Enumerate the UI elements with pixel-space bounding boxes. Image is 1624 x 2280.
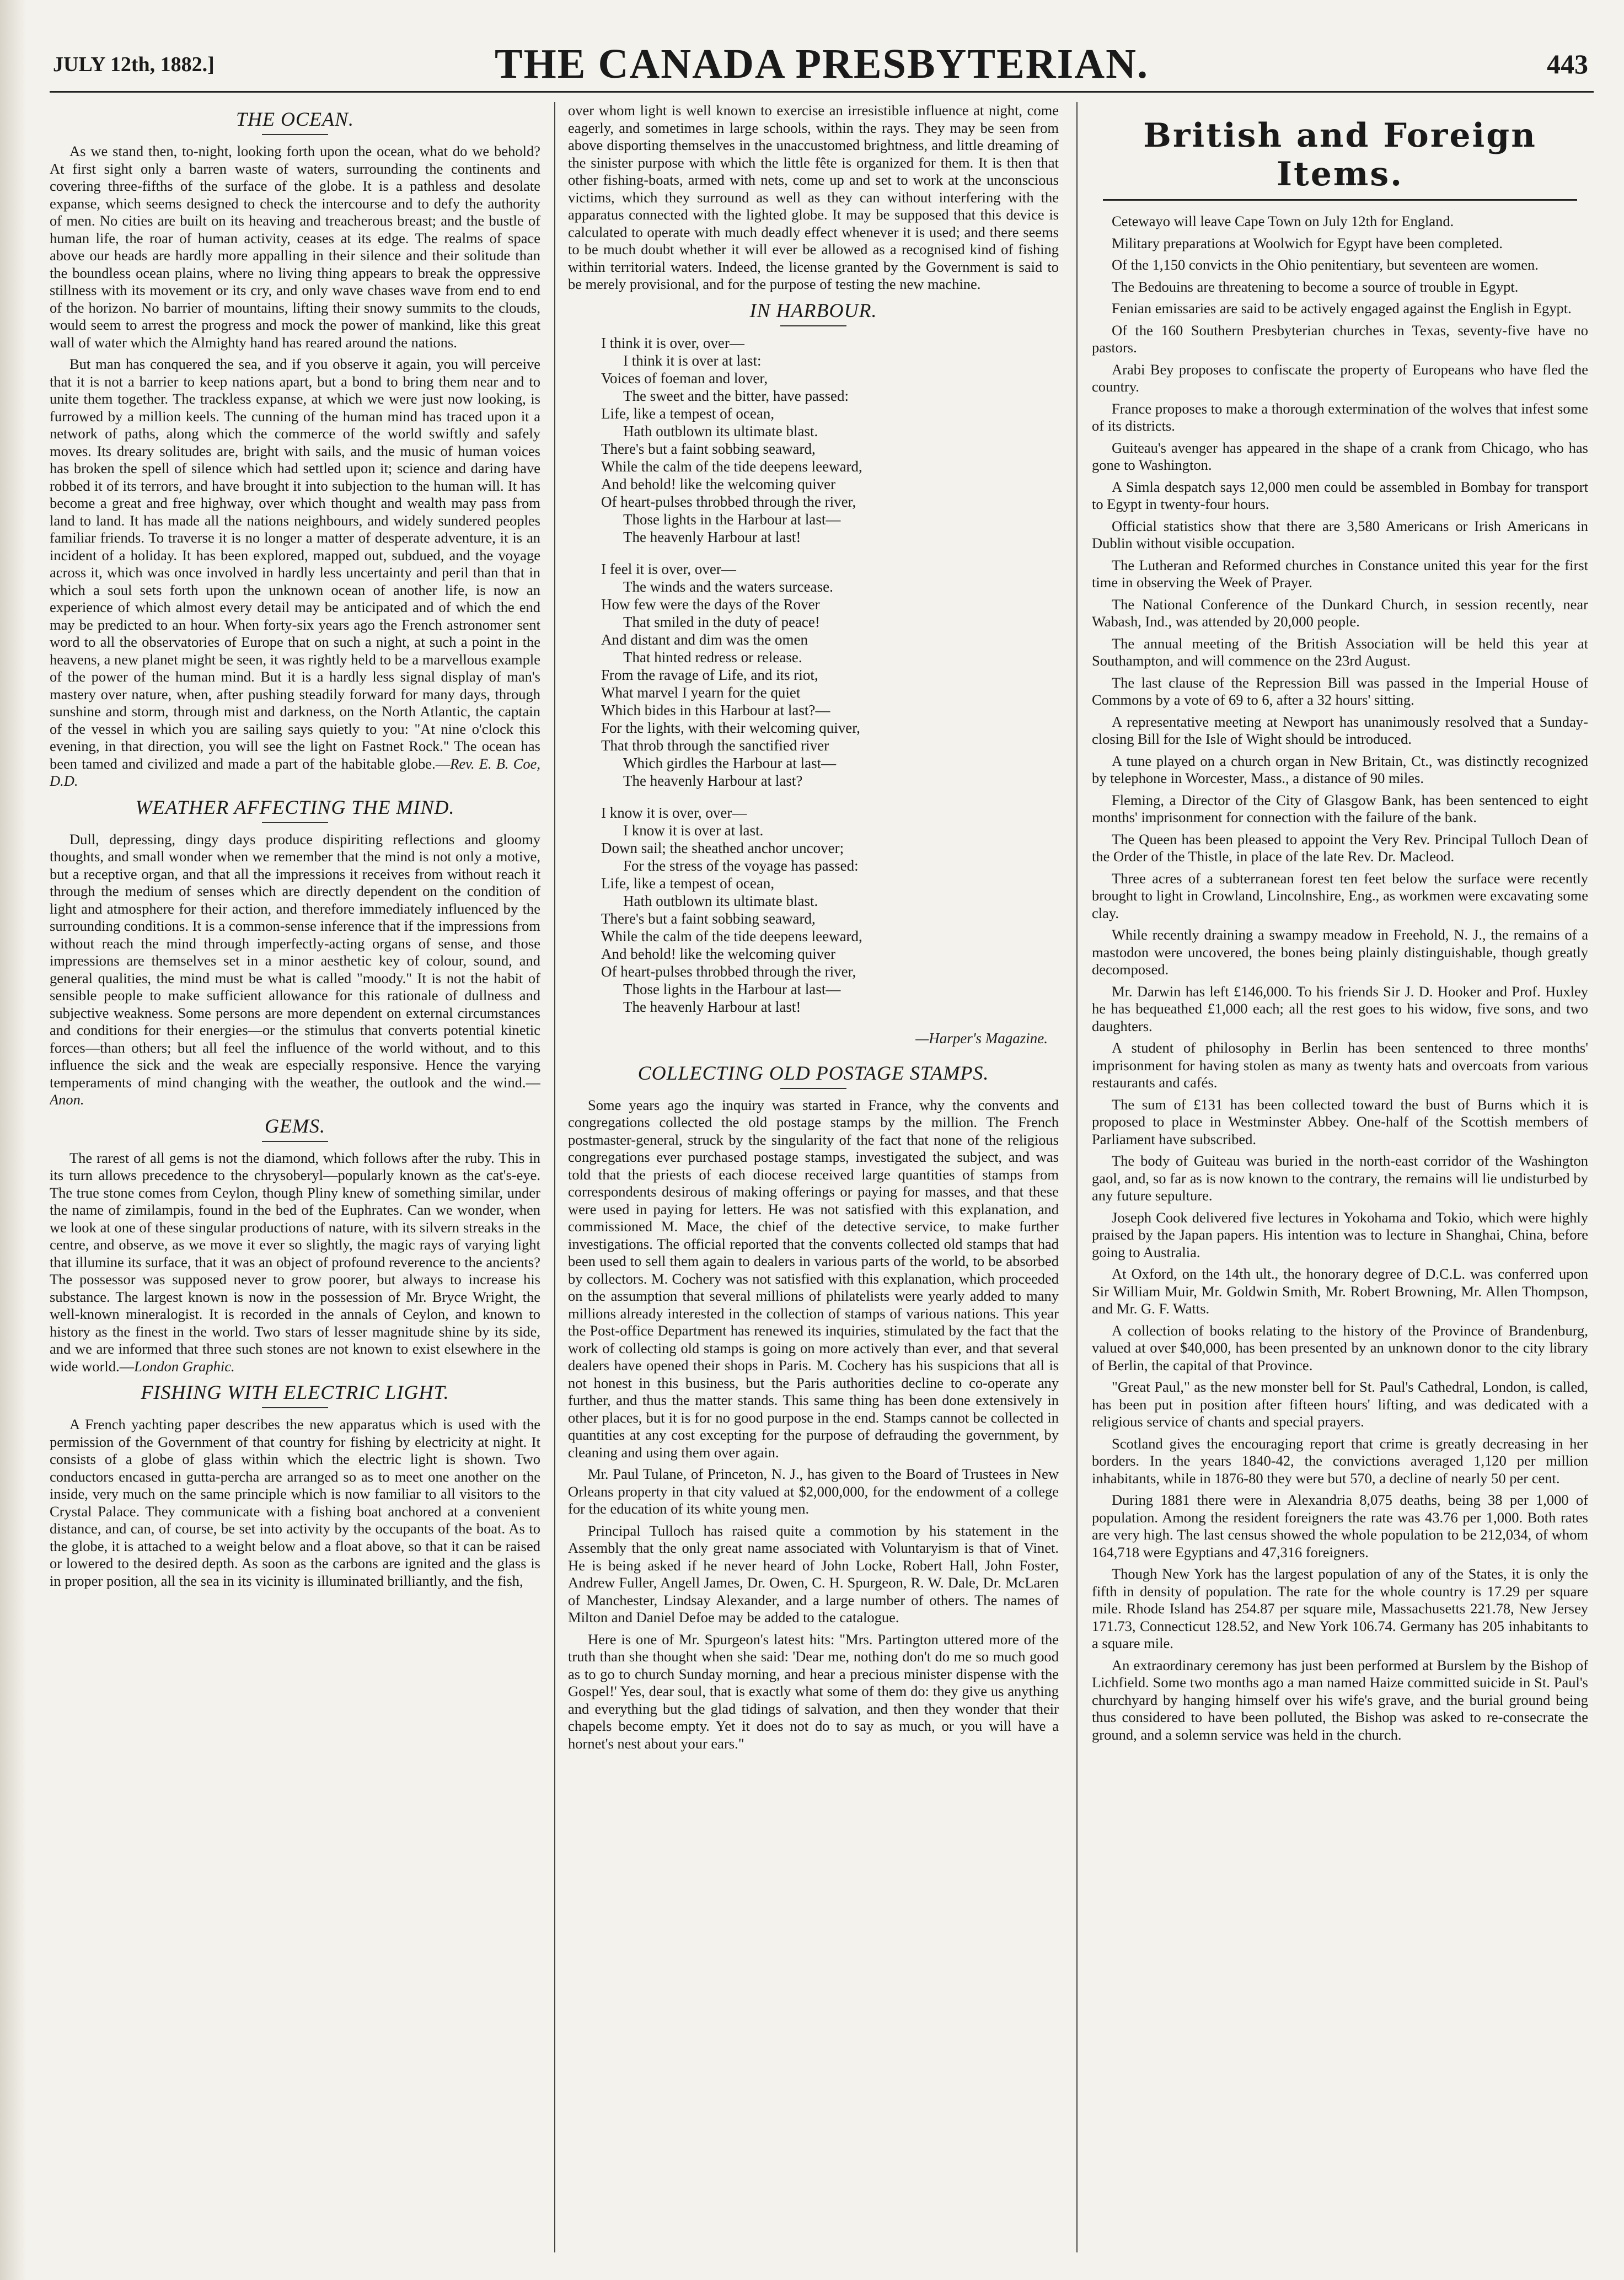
poem-line: The winds and the waters surcease. (623, 578, 833, 595)
poem-line: The heavenly Harbour at last? (623, 772, 803, 789)
ocean-paragraph-2-text: But man has conquered the sea, and if you observe it again, you will perceive that it is not a barrier to keep nations apart, but a bond to bring them near and to unite them together. The trackless expanse, at which we were just now looking, is furrowed by a million keels. The cunning of the human mind has traced upon it a network of paths, along which the commerce of the world swiftly and safely moves. Its dreary solitudes are, bright with sails, and the music of human voices has broken the spell of silence which had settled upon it; science and daring have robbed it of its terrors, and have brought it into subjection to the human will. It has become a great and free highway, over which thought and wealth may pass from land to land. It has made all the nations neighbours, and widely sundered peoples familiar friends. To traverse it is no longer a matter of desperate adventure, it is an incident of a holiday. It has been explored, mapped out, subdued, and the voyage across it, which was once involved in hardly less uncertainty and peril than that in which a soul sets forth upon the unknown ocean of another life, is now an experience of which almost every detail may be anticipated and of which the end may be predicted to an hour. When forty-six years ago the French astronomer sent word to all the observatories of Europe that on such a night, at such a point in the heavens, a new planet might be seen, it was rightly held to be a marvellous example of the power of the human mind. But it is a hardly less signal display of man's mastery over nature, when, after pushing steadily forward for many days, through sunshine and storm, through mist and darkness, on the North Atlantic, the captain of the vessel in which you are sailing says quietly to you: "At nine o'clock this evening, in that direction, you will see the light on Fastnet Rock." The ocean has been tamed and civilized and made a part of the habitable globe. (50, 356, 540, 772)
weather-paragraph: Dull, depressing, dingy days produce dispiriting reflections and gloomy thoughts, and small wonder when we remember that the mind is not only a motive, but a receptive organ, and that all the impressions it receives from without reach it through the medium of senses which are directly dependent on the condition of light and atmosphere for their action, and therefore immediately influenced by the surrounding conditions. It is a common-sense inference that if the impressions from without reach the mind through imperfectly-acting organs of sense, and those impressions are themselves set in a minor aesthetic key of colour, sound, and general qualities, the mind must be what is called "moody." It is not the habit of sensible people to make sufficient allowance for this rationale of dullness and subjective weakness. Some persons are more dependent on external circumstances and conditions for their energies—or the stimulus that converts potential kinetic forces—than others; but all feel the influence of the world without, and to this influence the sick and the weak are especially responsive. Hence the varying temperaments of mind changing with the weather, the outlook and the wind.—Anon. (50, 830, 540, 1108)
issue-date: JULY 12th, 1882.] (53, 53, 215, 76)
news-item: Scotland gives the encouraging report that crime is greatly decreasing in her borders. In the years 1840-42, the convictions averaged 1,120 per million inhabitants, while in 1876-80 they were but 570, a decline of nearly 50 per cent. (1092, 1435, 1588, 1487)
news-item: Official statistics show that there are 3,580 Americans or Irish Americans in Dublin without visible occupation. (1092, 517, 1588, 551)
gems-byline: London Graphic. (134, 1358, 235, 1375)
poem-line: I feel it is over, over— (601, 560, 736, 577)
title-rule (262, 822, 328, 823)
article-title-gems: GEMS. (265, 1114, 325, 1137)
news-item: France proposes to make a thorough extermination of the wolves that infest some of its districts. (1092, 400, 1588, 434)
poem-line: From the ravage of Life, and its riot, (601, 666, 818, 683)
column-divider (1076, 102, 1078, 2252)
poem-line: Those lights in the Harbour at last— (623, 980, 841, 997)
article-title-ocean: THE OCEAN. (235, 108, 354, 130)
spurgeon-paragraph: Here is one of Mr. Spurgeon's latest hits: "Mrs. Partington uttered more of the truth than she thought when she said: 'Dear me, nothing don't do me so much good as to go to church Sunday morning, and hear a precious minister dispense with the Gospel!' Yes, dear soul, that is exactly what some of them do: they give us anything and everything but the glad tidings of salvation, and then they wonder that their chapels become empty. Yet it does not do to say as much, or you will have a hornet's nest about your ears." (568, 1630, 1059, 1752)
poem-line: There's but a faint sobbing seaward, (601, 440, 816, 457)
weather-byline: Anon. (50, 1091, 84, 1108)
poem-line: While the calm of the tide deepens leeward, (601, 927, 862, 945)
poem-line: Those lights in the Harbour at last— (623, 511, 841, 528)
poem-line: For the lights, with their welcoming quiver, (601, 719, 860, 736)
article-title-fishing: FISHING WITH ELECTRIC LIGHT. (141, 1381, 449, 1403)
news-item: Guiteau's avenger has appeared in the shape of a crank from Chicago, who has gone to Washington. (1092, 439, 1588, 473)
news-item: The Queen has been pleased to appoint the Very Rev. Principal Tulloch Dean of the Order of the Thistle, in place of the late Rev. Dr. Macleod. (1092, 830, 1588, 865)
poem-line: The heavenly Harbour at last! (623, 528, 801, 545)
news-item: Of the 1,150 convicts in the Ohio penitentiary, but seventeen are women. (1112, 256, 1539, 273)
poem-line: I think it is over, over— (601, 334, 744, 351)
ocean-paragraph-1: As we stand then, to-night, looking forth upon the ocean, what do we behold? At first sight only a barren waste of waters, surrounding the continents and covering three-fifths of the surface of the globe. It is a pathless and desolate expanse, which seems designed to check the intercourse and to defy the authority of men. No cities are built on its heaving and treacherous breast; and the bustle of human life, the roar of human activity, ceases at its edge. The realms of space above our heads are hardly more appalling in their silence and their solitude than the boundless ocean plains, where no living thing appears to break the oppressive stillness with its movement or its cry, and only wave chases wave from end to end of the horizon. No barrier of mountains, lifting their snowy summits to the clouds, would seem to arrest the progress and mock the power of mankind, like this great wall of water which the Almighty hand has reared around the nations. (50, 143, 540, 351)
news-item: "Great Paul," as the new monster bell for St. Paul's Cathedral, London, is called, has been put in position after fifteen hours' lifting, and was dedicated with a religious service of chants and special prayers. (1092, 1378, 1588, 1430)
news-item: Joseph Cook delivered five lectures in Yokohama and Tokio, which were highly praised by the Japan papers. His intention was to lecture in Shanghai, China, before going to Australia. (1092, 1209, 1588, 1260)
poem-line: Which bides in this Harbour at last?— (601, 701, 830, 718)
news-item: A Simla despatch says 12,000 men could be assembled in Bombay for transport to Egypt in twenty-four hours. (1092, 478, 1588, 512)
column-3 (1092, 102, 1588, 2263)
poem-line: And behold! like the welcoming quiver (601, 475, 836, 492)
article-title-weather: WEATHER AFFECTING THE MIND. (135, 796, 455, 818)
poem-line: Down sail; the sheathed anchor uncover; (601, 839, 844, 856)
article-title-harbour: IN HARBOUR. (749, 299, 877, 321)
poem-line: Life, like a tempest of ocean, (601, 875, 775, 892)
poem-stanza-1 (601, 334, 1059, 546)
news-item: Cetewayo will leave Cape Town on July 12th for England. (1112, 213, 1454, 229)
title-rule (780, 1088, 846, 1089)
poem-line: Hath outblown its ultimate blast. (623, 892, 818, 909)
news-item: The last clause of the Repression Bill was passed in the Imperial House of Commons by a vote of 69 to 6, after a 32 hours' sitting. (1092, 674, 1588, 708)
title-rule (262, 1407, 328, 1408)
poem-source: —Harper's Magazine. (915, 1029, 1048, 1047)
news-item: The annual meeting of the British Association will be held this year at Southampton, and will commence on the 23rd August. (1092, 635, 1588, 669)
title-rule (262, 134, 328, 135)
poem-line: While the calm of the tide deepens leeward, (601, 458, 862, 475)
poem-stanza-2 (601, 560, 1059, 790)
poem-line: There's but a faint sobbing seaward, (601, 910, 816, 927)
news-item: Mr. Darwin has left £146,000. To his friends Sir J. D. Hooker and Prof. Huxley he has bequeathed £1,000 each; all the rest goes to his widow, five sons, and two daughters. (1092, 983, 1588, 1034)
poem-line: Of heart-pulses throbbed through the river, (601, 963, 856, 980)
title-rule (780, 325, 846, 326)
news-item: Though New York has the largest population of any of the States, it is only the fifth in density of population. The rate for the whole country is 17.29 per square mile. Rhode Island has 254.87 per square mile, Massachusetts 221.78, New Jersey 171.73, Connecticut 128.52, and New York 106.74. Germany has 205 inhabitants to a square mile. (1092, 1565, 1588, 1651)
poem-line: I know it is over, over— (601, 804, 747, 821)
news-item: The Lutheran and Reformed churches in Constance united this year for the first time in observing the Week of Prayer. (1092, 556, 1588, 591)
page-number: 443 (1547, 49, 1588, 79)
news-item: The National Conference of the Dunkard Church, in session recently, near Wabash, Ind., was attended by 20,000 people. (1092, 596, 1588, 630)
poem-in-harbour (601, 334, 1059, 1047)
ocean-byline: Rev. E. B. Coe, D.D. (50, 755, 540, 789)
section-heading-british-foreign-items: British and Foreign Items. (1143, 116, 1537, 194)
news-item: A collection of books relating to the history of the Province of Brandenburg, valued at over $40,000, has been presented by an unknown donor to the city library of Berlin, the capital of that Province. (1092, 1322, 1588, 1374)
weather-paragraph-text: Dull, depressing, dingy days produce dispiriting reflections and gloomy thoughts, and small wonder when we remember that the mind is not only a motive, but a receptive organ, and that all the impressions it receives from without reach it through the medium of senses which are directly dependent on the condition of light and atmosphere for their action, and therefore immediately influenced by the surrounding conditions. It is a common-sense inference that if the impressions from without reach the mind through imperfectly-acting organs of sense, and those impressions are themselves set in a minor aesthetic key of colour, sound, and general qualities, the mind must be what is called "moody." It is not the habit of sensible people to make sufficient allowance for this rationale of dullness and subjective weakness. Some persons are more dependent on external circumstances and conditions for their energies—or the stimulus that converts potential kinetic forces—than others; but all feel the influence of the world without, and to this influence the sick and the weak are especially responsive. Hence the varying temperaments of mind changing with the weather, the outlook and the wind. (50, 830, 540, 1091)
news-item: A tune played on a church organ in New Britain, Ct., was distinctly recognized by telephone in Worcester, Mass., a distance of 90 miles. (1092, 752, 1588, 786)
gems-paragraph: The rarest of all gems is not the diamond, which follows after the ruby. This in its turn allows precedence to the chrysoberyl—popularly known as the cat's-eye. The true stone comes from Ceylon, though Pliny knew of something similar, under the name of zimilampis, found in the bed of the Euphrates. Can we wonder, when we look at one of these singular productions of nature, with its silvern streaks in the centre, and observe, as we move it ever so slightly, the magic rays of varying light that illumine its surface, that it was an object of profound reverence to the ancients? The possessor was supposed never to grow poorer, but always to increase his substance. The largest known is now in the possession of Mr. Bryce Wright, the well-known mineralogist. It is recorded in the annals of Ceylon, and known to history as the finest in the world. Two stars of lesser magnitude shine by its side, and we are informed that three such stones are not known to exist elsewhere in the wide world.—London Graphic. (50, 1149, 540, 1375)
stamps-paragraph: Some years ago the inquiry was started in France, why the convents and congregations collected the old postage stamps by the million. The French postmaster-general, struck by the singularity of the fact that none of the religious congregations ever purchased postage stamps, investigated the subject, and was told that the priests of each diocese received large quantities of stamps from correspondents desirous of making offerings or paying for masses, and that these were used in paying for letters. He was not satisfied with this explanation, and commissioned M. Mace, the chief of the detective service, to make further investigations. The official reported that the convents collected old stamps that had been used to sell them again to dealers in various parts of the world, to be absorbed by collectors. M. Cochery was not satisfied with this explanation, which proceeded on the assumption that several millions of philatelists were yearly added to many millions already interested in the collection of stamps of various nations. This year the Post-office Department has renewed its inquiries, stimulated by the fact that the work of collecting old stamps is going on more actively than ever, and that several dealers have opened their shops in Paris. M. Cochery has his suspicions that all is not honest in this business, but the Paris authorities decline to co-operate any further, and thus the matter stands. This same thing has been done extensively in other places, but it is for no good purpose in the end. Stamps cannot be collected in quantities at any cost excepting for the purpose of defrauding the government, by cleaning and using them over again. (568, 1096, 1059, 1461)
poem-line: That throb through the sanctified river (601, 737, 829, 754)
news-item: The body of Guiteau was buried in the north-east corridor of the Washington gaol, and, so far as is now known to the contrary, the remains will lie undisturbed by any future sepulture. (1092, 1152, 1588, 1204)
tulane-paragraph: Mr. Paul Tulane, of Princeton, N. J., has given to the Board of Trustees in New Orleans property in that city valued at $2,000,000, for the endowment of a college for the education of its white young men. (568, 1466, 1059, 1517)
poem-line: Hath outblown its ultimate blast. (623, 422, 818, 439)
gems-paragraph-text: The rarest of all gems is not the diamond, which follows after the ruby. This in its turn allows precedence to the chrysoberyl—popularly known as the cat's-eye. The true stone comes from Ceylon, though Pliny knew of something similar, under the name of zimilampis, found in the bed of the Euphrates. Can we wonder, when we look at one of these singular productions of nature, with its silvern streaks in the centre, and observe, as we move it ever so slightly, the magic rays of varying light that illumine its surface, that it was an object of profound reverence to the ancients? The possessor was supposed never to grow poorer, but always to increase his substance. The largest known is now in the possession of Mr. Bryce Wright, the well-known mineralogist. It is recorded in the annals of Ceylon, and known to history as the finest in the world. Two stars of lesser magnitude shine by its side, and we are informed that three such stones are not known to exist elsewhere in the wide world. (50, 1149, 540, 1375)
column-1 (50, 102, 540, 2263)
poem-line: Voices of foeman and lover, (601, 369, 768, 387)
news-item: Fleming, a Director of the City of Glasgow Bank, has been sentenced to eight months' imprisonment for connection with the failure of the bank. (1092, 791, 1588, 825)
poem-line: That hinted redress or release. (623, 648, 802, 666)
column-2 (568, 102, 1059, 2263)
page-header (50, 30, 1594, 93)
poem-line: That smiled in the duty of peace! (623, 613, 820, 630)
tulloch-paragraph: Principal Tulloch has raised quite a commotion by his statement in the Assembly that the only great name associated with Voluntaryism is that of Vinet. He is being asked if he never heard of John Locke, Robert Hall, John Foster, Andrew Fuller, Angell James, Dr. Owen, C. H. Spurgeon, R. W. Dale, Dr. McLaren of Manchester, Lindsay Alexander, and a large number of others. The names of Milton and Daniel Defoe may be added to the catalogue. (568, 1522, 1059, 1625)
poem-line: Which girdles the Harbour at last— (623, 754, 837, 771)
news-item: The sum of £131 has been collected toward the bust of Burns which it is proposed to place in Westminster Abbey. One-half of the Scottish members of Parliament have subscribed. (1092, 1096, 1588, 1147)
masthead-title: THE CANADA PRESBYTERIAN. (494, 41, 1149, 87)
news-item: During 1881 there were in Alexandria 8,075 deaths, being 38 per 1,000 of population. Among the resident foreigners the rate was 43.76 per 1,000. Both rates are very high. The last census showed the whole population to be 212,034, of whom 164,718 were Egyptians and 47,316 foreigners. (1092, 1492, 1588, 1560)
news-item: Military preparations at Woolwich for Egypt have been completed. (1112, 234, 1503, 251)
news-item: An extraordinary ceremony has just been performed at Burslem by the Bishop of Lichfield. Some two months ago a man named Haize committed suicide in St. Paul's churchyard by hanging himself over his wife's grave, and the burial ground being thus considered to have been polluted, the Bishop was asked to re-consecrate the ground, and a solemn service was held in the church. (1092, 1656, 1588, 1743)
fishing-paragraph-2: over whom light is well known to exercise an irresistible influence at night, come eagerly, and sometimes in large schools, within the rays. They may be seen from above disporting themselves in the unaccustomed brightness, and little dreaming of the sinister purpose with which the little fête is organized for them. It is then that other fishing-boats, armed with nets, come up and set to work at the unconscious victims, which they surround as well as they can without interfering with the apparatus connected with the lighted globe. It may be supposed that this device is calculated to operate with much deadly effect whenever it is used; and there seems to be much doubt whether it will ever be allowed as a recognised kind of fishing within territorial waters. Indeed, the license granted by the Government is said to be merely provisional, and for the purpose of testing the new machine. (568, 102, 1059, 292)
news-item: While recently draining a swampy meadow in Freehold, N. J., the remains of a mastodon were uncovered, the bones being plainly distinguishable, though greatly decomposed. (1092, 926, 1588, 978)
poem-line: Of heart-pulses throbbed through the river, (601, 493, 856, 510)
poem-line: How few were the days of the Rover (601, 596, 820, 613)
fishing-paragraph-1: A French yachting paper describes the new apparatus which is used with the permission of the Government of that country for fishing by electricity at night. It consists of a globe of glass within which the electric light is shown. Two conductors encased in gutta-percha are arranged so as to meet one another on the inside, very much on the same principle which is now familiar to all visitors to the Crystal Palace. They communicate with a fishing boat anchored at a convenient distance, and can, of course, be set into activity by the occupants of the boat. As to the globe, it is attached to a weight below and a float above, so that it can be raised or lowered to the desired depth. As soon as the carbons are ignited and the glass is in proper position, all the sea in its vicinity is illuminated brilliantly, and the fish, (50, 1416, 540, 1589)
news-item: Of the 160 Southern Presbyterian churches in Texas, seventy-five have no pastors. (1092, 321, 1588, 356)
poem-line: What marvel I yearn for the quiet (601, 684, 801, 701)
newspaper-page (50, 30, 1594, 2269)
news-item: At Oxford, on the 14th ult., the honorary degree of D.C.L. was conferred upon Sir William Muir, Mr. Goldwin Smith, Mr. Robert Browning, Mr. Allen Thompson, and Mr. G. F. Watts. (1092, 1265, 1588, 1317)
poem-line: And behold! like the welcoming quiver (601, 945, 836, 962)
article-title-stamps: COLLECTING OLD POSTAGE STAMPS. (637, 1061, 989, 1084)
news-item: The Bedouins are threatening to become a source of trouble in Egypt. (1112, 278, 1519, 295)
poem-line: Life, like a tempest of ocean, (601, 405, 775, 422)
poem-line: I know it is over at last. (623, 822, 764, 839)
ocean-paragraph-2: But man has conquered the sea, and if you observe it again, you will perceive that it is not a barrier to keep nations apart, but a bond to bring them near and to unite them together. The trackless expanse, at which we were just now looking, is furrowed by a million keels. The cunning of the human mind has traced upon it a network of paths, along which the commerce of the world swiftly and safely moves. Its dreary solitudes are, bright with sails, and the music of human voices has broken the spell of silence which had settled upon it; science and daring have robbed it of its terrors, and have brought it into subjection to the human will. It has become a great and free highway, over which thought and wealth may pass from land to land. It has made all the nations neighbours, and widely sundered peoples familiar friends. To traverse it is no longer a matter of desperate adventure, it is an incident of a holiday. It has been explored, mapped out, subdued, and the voyage across it, which was once involved in hardly less uncertainty and peril than that in which a soul sets forth upon the unknown ocean of another life, is now an experience of which almost every detail may be anticipated and of which the end may be predicted to an hour. When forty-six years ago the French astronomer sent word to all the observatories of Europe that on such a night, at such a point in the heavens, a new planet might be seen, it was rightly held to be a marvellous example of the power of the human mind. But it is a hardly less signal display of man's mastery over nature, when, after pushing steadily forward for many days, through sunshine and storm, through mist and darkness, on the North Atlantic, the captain of the vessel in which you are sailing says quietly to you: "At nine o'clock this evening, in that direction, you will see the light on Fastnet Rock." The ocean has been tamed and civilized and made a part of the habitable globe.—Rev. E. B. Coe, D.D. (50, 356, 540, 789)
news-item: Three acres of a subterranean forest ten feet below the surface were recently brought to light in Crowland, Lincolnshire, Eng., as workmen were excavating some clay. (1092, 870, 1588, 921)
column-divider (554, 102, 555, 2252)
news-item: A student of philosophy in Berlin has been sentenced to three months' imprisonment for having stolen as many as twenty hats and overcoats from various restaurants and cafés. (1092, 1039, 1588, 1091)
poem-line: The heavenly Harbour at last! (623, 998, 801, 1015)
title-rule (262, 1141, 328, 1142)
section-rule (1103, 199, 1577, 201)
scan-edge-shadow (0, 0, 26, 2280)
poem-line: I think it is over at last: (623, 352, 762, 369)
poem-line: The sweet and the bitter, have passed: (623, 387, 849, 404)
news-item: Arabi Bey proposes to confiscate the property of Europeans who have fled the country. (1092, 361, 1588, 395)
news-item: A representative meeting at Newport has unanimously resolved that a Sunday-closing Bill for the Isle of Wight should be introduced. (1092, 713, 1588, 747)
poem-line: And distant and dim was the omen (601, 631, 808, 648)
news-item: Fenian emissaries are said to be actively engaged against the English in Egypt. (1112, 300, 1572, 316)
news-items-list (1092, 213, 1588, 1743)
poem-line: For the stress of the voyage has passed: (623, 857, 859, 874)
poem-stanza-3 (601, 804, 1059, 1016)
